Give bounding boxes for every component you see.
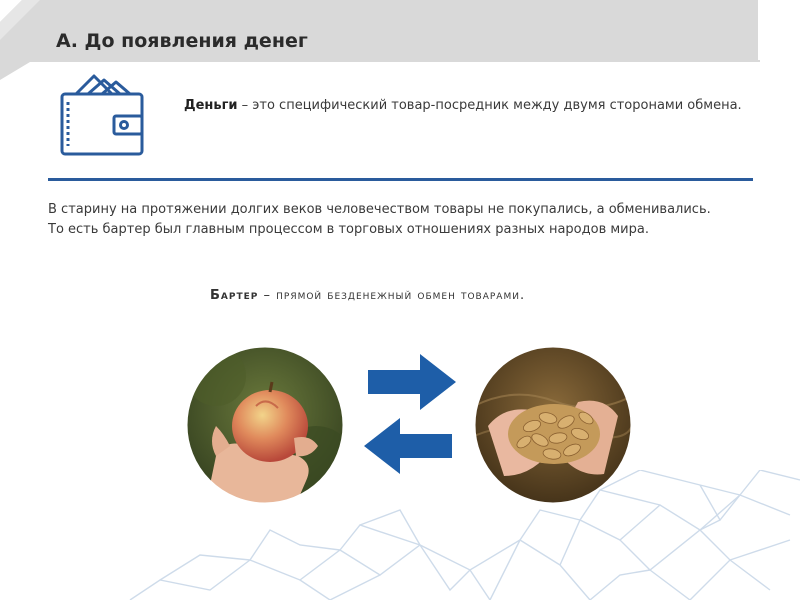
decorative-mesh bbox=[0, 470, 800, 600]
barter-term: Бартер bbox=[210, 288, 259, 303]
definition-text: – это специфический товар-посредник между двумя сторонами обмена. bbox=[237, 98, 742, 113]
arrow-left-icon bbox=[364, 418, 452, 474]
page-title: А. До появления денег bbox=[56, 30, 308, 52]
exchange-arrows bbox=[360, 352, 460, 476]
wallet-icon bbox=[58, 72, 146, 158]
barter-definition bbox=[210, 288, 525, 303]
barter-text: – прямой безденежный обмен товарами. bbox=[258, 288, 526, 303]
money-definition bbox=[184, 96, 744, 116]
arrow-right-icon bbox=[368, 354, 456, 410]
history-paragraph: В старину на протяжении долгих веков человечеством товары не покупались, а обменивались. То есть бартер был главным процессом в торговых отношениях разных народов мира. bbox=[48, 202, 711, 237]
definition-term: Деньги bbox=[184, 98, 238, 113]
section-divider bbox=[48, 178, 753, 181]
